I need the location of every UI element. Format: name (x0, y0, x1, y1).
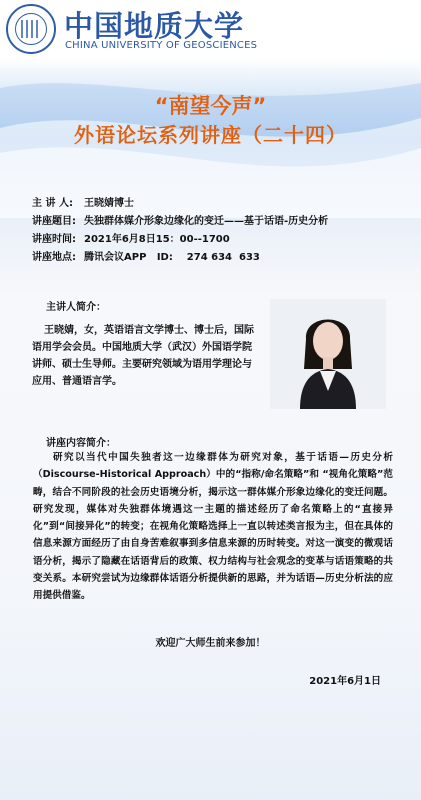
topic-value: 失独群体媒介形象边缘化的变迁——基于话语-历史分析 (84, 216, 329, 227)
place-value: 腾讯会议APP ID: 274 634 633 (84, 252, 260, 263)
topic-row (32, 213, 328, 231)
series-title: “南望今声” (154, 94, 267, 118)
speaker-value: 王晓婧博士 (84, 198, 134, 209)
time-value: 2021年6月8日15：00--1700 (84, 234, 230, 245)
welcome-text: 欢迎广大师生前来参加！ (155, 638, 266, 649)
university-header (0, 0, 421, 58)
place-row (32, 249, 328, 267)
lecture-info (32, 195, 328, 267)
topic-label: 讲座题目: (32, 216, 76, 227)
speaker-photo (270, 299, 386, 409)
speaker-intro-heading: 主讲人简介： (46, 302, 106, 313)
university-logo-icon (6, 4, 56, 54)
time-row (32, 231, 328, 249)
lecture-title: 外语论坛系列讲座（二十四） (74, 123, 347, 147)
speaker-intro-text: 王晓婧，女，英语语言文学博士、博士后，国际语用学会会员。中国地质大学（武汉）外国语学院讲师、硕士生导师。主要研究领域为语用学理论与应用、普通语言学。 (32, 325, 254, 387)
place-label: 讲座地点: (32, 252, 76, 263)
lecture-intro-text: 研究以当代中国失独者这一边缘群体为研究对象，基于话语—历史分析（Discourse-Historical Approach）中的“指称/命名策略”和 “视角化策略”范畴，结合不同阶段的社会历史语境分析，揭示这一群体媒介形象边缘化的变迁问题。研究发现，媒体对失独群体境遇这一主题的描述经历了命名策略上的“直接异化”到“间接异化”的转变；在视角化策略选择上一直以转述类言报为主，但在具体的信息来源方面经历了由自身苦难叙事到多信息来源的历时转变。对这一演变的微观话语分析，揭示了隐藏在话语背后的政策、权力结构与社会观念的变革与话语策略的共变关系。本研究尝试为边缘群体话语分析提供新的思路，并为话语—历史分析法的应用提供借鉴。 (33, 452, 393, 602)
speaker-label: 主 讲 人: (32, 198, 73, 209)
university-name-en: CHINA UNIVERSITY OF GEOSCIENCES (65, 40, 258, 51)
poster-date: 2021年6月1日 (309, 676, 381, 687)
lecture-intro-heading: 讲座内容简介： (46, 438, 116, 449)
time-label: 讲座时间: (32, 234, 76, 245)
university-name-cn: 中国地质大学 (64, 9, 245, 43)
speaker-row (32, 195, 328, 213)
